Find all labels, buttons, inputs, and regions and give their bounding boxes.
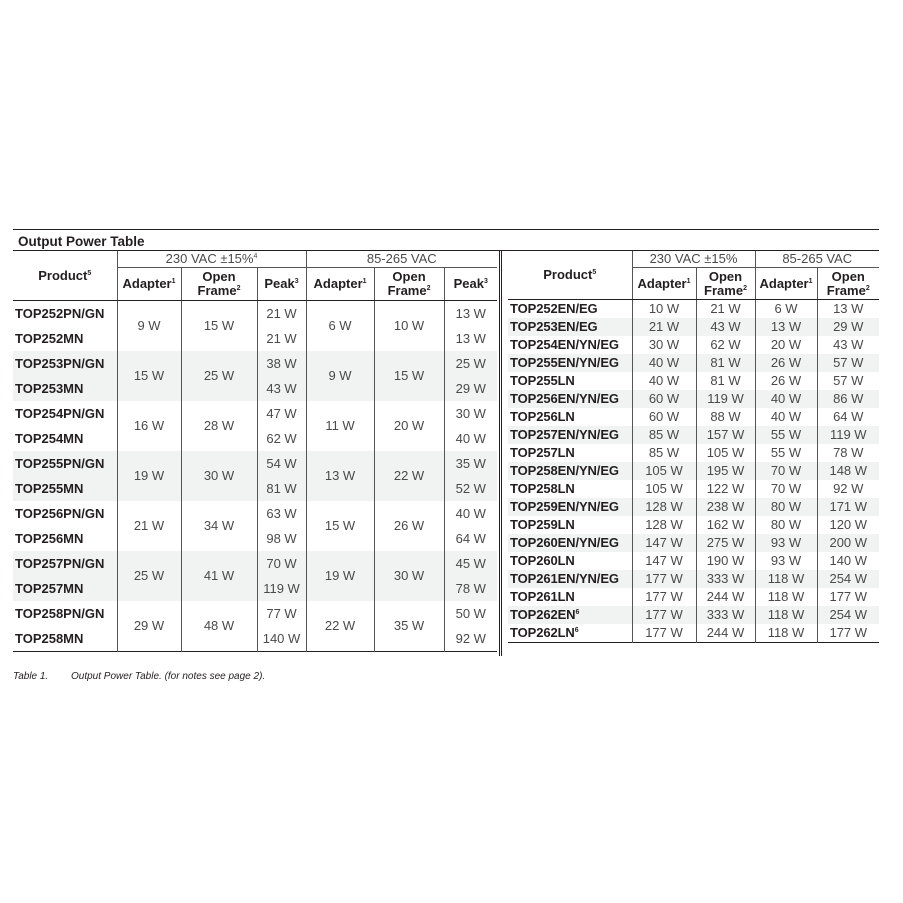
open-frame-universal-value: 78 W [817,444,879,462]
product-name: TOP255PN/GN [13,451,117,476]
product-label: TOP254EN/YN/EG [510,337,619,353]
open-frame-universal-value: 29 W [817,318,879,336]
adapter-universal-value: 93 W [755,534,817,552]
group-header-universal [306,251,497,268]
adapter-universal-value: 118 W [755,624,817,643]
peak-universal-value: 45 W [444,551,497,576]
product-name: TOP254PN/GN [15,405,105,421]
peak-230vac-value: 63 W [257,501,306,526]
adapter-universal-value: 11 W [306,401,374,451]
product-name [508,534,632,552]
adapter-230vac-value: 128 W [632,498,696,516]
table-row [508,588,879,606]
adapter-230vac-value: 147 W [632,534,696,552]
product-name: TOP256PN/GN [15,505,105,521]
product-label: TOP261EN/YN/EG [510,571,619,587]
adapter-230vac-value: 10 W [632,300,696,319]
table-row [508,336,879,354]
table-separator [499,251,502,656]
open-frame-230vac-value: 34 W [181,501,257,551]
table-row [508,516,879,534]
product-label: TOP262EN [510,607,576,623]
table-row [508,408,879,426]
open-frame-230vac-value: 275 W [696,534,755,552]
peak-universal-value: 78 W [444,576,497,601]
product-name: TOP255MN [13,476,117,501]
product-label: TOP252EN/EG [510,301,598,317]
open-frame-230vac-value: 119 W [696,390,755,408]
product-name [508,426,632,444]
adapter-universal-value: 9 W [306,351,374,401]
product-name: TOP258PN/GN [15,605,105,621]
adapter-230vac-value: 128 W [632,516,696,534]
adapter-header [632,268,696,300]
open-frame-universal-value: 177 W [817,624,879,643]
adapter-header-line1: Adapter [313,276,363,292]
adapter-universal-value: 22 W [306,601,374,652]
adapter-230vac-value: 15 W [117,351,181,401]
table-row [508,390,879,408]
open-frame-header [817,268,879,300]
table-row [508,534,879,552]
peak-230vac-value: 21 W [257,326,306,351]
product-name [508,318,632,336]
peak-230vac-value: 43 W [257,376,306,401]
open-frame-header-line2: Frame [387,283,427,298]
open-frame-230vac-value: 41 W [181,551,257,601]
peak-universal-value: 13 W [444,301,497,327]
open-frame-230vac-value: 238 W [696,498,755,516]
adapter-universal-value: 70 W [755,462,817,480]
open-frame-230vac-value: 43 W [696,318,755,336]
peak-universal-value: 92 W [444,626,497,652]
open-frame-header-line1: Open [708,268,743,284]
open-frame-header-note: 2 [236,285,241,292]
adapter-230vac-value: 105 W [632,462,696,480]
open-frame-230vac-value: 88 W [696,408,755,426]
product-label: TOP256EN/YN/EG [510,391,619,407]
product-label: TOP255EN/YN/EG [510,355,619,371]
adapter-header [755,268,817,300]
open-frame-230vac-value: 244 W [696,588,755,606]
open-frame-universal-value: 148 W [817,462,879,480]
table-title: Output Power Table [18,234,145,249]
product-name: TOP257PN/GN [13,551,117,576]
product-label: TOP260LN [510,553,575,569]
open-frame-header-line2: Frame [826,282,866,298]
product-label: TOP257EN/YN/EG [510,427,619,443]
open-frame-universal-value: 120 W [817,516,879,534]
product-name: TOP258MN [15,630,84,646]
product-name [508,408,632,426]
peak-230vac-value: 70 W [257,551,306,576]
open-frame-230vac-value: 15 W [181,301,257,352]
table-row [508,552,879,570]
peak-universal-value: 25 W [444,351,497,376]
table-row [13,501,497,526]
adapter-230vac-value: 177 W [632,588,696,606]
product-name [508,390,632,408]
open-frame-230vac-value: 30 W [181,451,257,501]
open-frame-header [181,268,257,301]
adapter-header-line1: Adapter [759,275,809,291]
adapter-230vac-value: 85 W [632,426,696,444]
product-header-note: 5 [592,269,597,277]
peak-230vac-value: 140 W [257,626,306,652]
open-frame-header [374,268,444,301]
table-row [13,301,497,327]
group-header-230vac: 230 VAC ±15% [632,251,755,268]
open-frame-230vac-value: 105 W [696,444,755,462]
open-frame-header-line2: Frame [704,282,744,298]
adapter-230vac-value: 177 W [632,570,696,588]
adapter-universal-value: 19 W [306,551,374,601]
adapter-230vac-value: 40 W [632,354,696,372]
adapter-universal-value: 55 W [755,444,817,462]
open-frame-header [696,268,755,300]
adapter-universal-value: 13 W [306,451,374,501]
open-frame-230vac-value: 122 W [696,480,755,498]
table-row [508,300,879,319]
open-frame-universal-value: 86 W [817,390,879,408]
open-frame-universal-value: 140 W [817,552,879,570]
product-label: TOP255LN [510,373,575,389]
peak-header [444,268,497,301]
adapter-universal-value: 26 W [755,372,817,390]
open-frame-universal-value: 35 W [374,601,444,652]
peak-universal-value: 29 W [444,376,497,401]
peak-header-line1: Peak [453,276,485,292]
peak-230vac-value: 77 W [257,601,306,626]
adapter-header [306,268,374,301]
adapter-universal-value: 13 W [755,318,817,336]
product-label: TOP258EN/YN/EG [510,463,619,479]
open-frame-230vac-value: 195 W [696,462,755,480]
open-frame-universal-value: 64 W [817,408,879,426]
product-label: TOP260EN/YN/EG [510,535,619,551]
peak-230vac-value: 119 W [257,576,306,601]
product-label: TOP261LN [510,589,575,605]
caption-label: Table 1. [13,671,49,682]
adapter-universal-value: 6 W [306,301,374,352]
adapter-universal-value: 6 W [755,300,817,319]
peak-230vac-value: 21 W [257,301,306,327]
adapter-230vac-value: 16 W [117,401,181,451]
open-frame-universal-value: 30 W [374,551,444,601]
peak-universal-value: 50 W [444,601,497,626]
open-frame-230vac-value: 48 W [181,601,257,652]
open-frame-230vac-value: 157 W [696,426,755,444]
open-frame-230vac-value: 333 W [696,570,755,588]
peak-universal-value: 40 W [444,426,497,451]
product-label: TOP257LN [510,445,575,461]
peak-header-line1: Peak [264,276,295,292]
document [13,229,879,682]
adapter-header-line1: Adapter [122,276,172,292]
adapter-230vac-value: 30 W [632,336,696,354]
adapter-230vac-value: 40 W [632,372,696,390]
adapter-230vac-value: 60 W [632,390,696,408]
table-row [13,401,497,426]
open-frame-230vac-value: 162 W [696,516,755,534]
open-frame-universal-value: 171 W [817,498,879,516]
open-frame-230vac-value: 21 W [696,300,755,319]
adapter-230vac-value: 19 W [117,451,181,501]
open-frame-230vac-value: 62 W [696,336,755,354]
adapter-universal-value: 80 W [755,516,817,534]
product-name: TOP252MN [15,330,84,346]
open-frame-universal-value: 119 W [817,426,879,444]
product-name [508,552,632,570]
product-label: TOP262LN [510,625,575,641]
adapter-universal-value: 93 W [755,552,817,570]
table-row [508,498,879,516]
product-name [508,354,632,372]
adapter-230vac-value: 29 W [117,601,181,652]
group-header-universal: 85-265 VAC [755,251,879,268]
open-frame-header-note: 2 [865,284,870,292]
peak-230vac-value: 38 W [257,351,306,376]
adapter-230vac-value: 9 W [117,301,181,352]
product-label: TOP256LN [510,409,575,425]
left-output-power-table [13,251,497,652]
open-frame-230vac-value: 28 W [181,401,257,451]
adapter-universal-value: 40 W [755,390,817,408]
table-row [508,480,879,498]
open-frame-header-note: 2 [426,285,431,292]
product-name [508,624,632,643]
product-header [13,251,117,301]
adapter-universal-value: 118 W [755,606,817,624]
product-label: TOP253EN/EG [510,319,598,335]
peak-230vac-value: 62 W [257,426,306,451]
caption-text: Output Power Table. (for notes see page 2). [71,671,266,682]
adapter-230vac-value: 85 W [632,444,696,462]
open-frame-universal-value: 254 W [817,570,879,588]
adapter-230vac-value: 21 W [632,318,696,336]
open-frame-header-note: 2 [743,284,747,292]
open-frame-universal-value: 15 W [374,351,444,401]
table-row [508,624,879,643]
table-row [13,601,497,626]
open-frame-universal-value: 254 W [817,606,879,624]
adapter-header-note: 1 [686,277,691,285]
table-row [508,462,879,480]
adapter-universal-value: 70 W [755,480,817,498]
open-frame-230vac-value: 333 W [696,606,755,624]
product-label: TOP258LN [510,481,575,497]
adapter-universal-value: 26 W [755,354,817,372]
peak-header-note: 3 [294,278,299,286]
adapter-universal-value: 15 W [306,501,374,551]
table-row [13,351,497,376]
group-header-230vac [117,251,306,268]
adapter-230vac-value: 147 W [632,552,696,570]
open-frame-230vac-value: 81 W [696,354,755,372]
product-name: TOP257MN [13,576,117,601]
product-label: TOP259LN [510,517,575,533]
open-frame-header-line1: Open [831,268,865,284]
open-frame-universal-value: 57 W [817,372,879,390]
table-row [508,318,879,336]
group-header-note: 4 [253,253,258,261]
peak-230vac-value: 98 W [257,526,306,551]
product-name: TOP256MN [15,530,84,546]
peak-universal-value: 40 W [444,501,497,526]
open-frame-universal-value: 43 W [817,336,879,354]
peak-230vac-value: 54 W [257,451,306,476]
product-name [508,516,632,534]
adapter-230vac-value: 177 W [632,624,696,643]
open-frame-universal-value: 57 W [817,354,879,372]
product-name [508,444,632,462]
product-header-label: Product [38,267,88,283]
product-header-label: Product [543,267,593,283]
product-name [508,498,632,516]
table-row [13,551,497,576]
table-row [508,372,879,390]
adapter-230vac-value: 105 W [632,480,696,498]
group-header-label: 85-265 VAC [366,251,437,267]
open-frame-universal-value: 200 W [817,534,879,552]
table-row [508,570,879,588]
product-header [508,251,632,300]
open-frame-universal-value: 177 W [817,588,879,606]
adapter-header [117,268,181,301]
product-header-note: 5 [87,269,92,277]
adapter-universal-value: 118 W [755,588,817,606]
product-name [508,336,632,354]
peak-universal-value: 13 W [444,326,497,351]
peak-header [257,268,306,301]
product-name: TOP253MN [13,376,117,401]
product-name [508,570,632,588]
open-frame-universal-value: 22 W [374,451,444,501]
open-frame-universal-value: 20 W [374,401,444,451]
right-output-power-table [508,251,879,643]
open-frame-230vac-value: 25 W [181,351,257,401]
open-frame-230vac-value: 244 W [696,624,755,643]
product-name: TOP254MN [15,430,84,446]
table-row [508,354,879,372]
adapter-universal-value: 20 W [755,336,817,354]
peak-universal-value: 64 W [444,526,497,551]
product-name [508,300,632,319]
table-caption [13,671,265,682]
open-frame-header-line1: Open [392,269,426,285]
open-frame-header-line2: Frame [197,283,237,298]
table-row [508,426,879,444]
peak-universal-value: 52 W [444,476,497,501]
product-name: TOP253PN/GN [13,351,117,376]
product-name [508,588,632,606]
product-name [508,462,632,480]
adapter-header-line1: Adapter [637,275,687,291]
adapter-header-note: 1 [171,278,176,286]
peak-230vac-value: 47 W [257,401,306,426]
adapter-header-note: 1 [362,278,367,286]
open-frame-universal-value: 13 W [817,300,879,319]
open-frame-universal-value: 26 W [374,501,444,551]
peak-230vac-value: 81 W [257,476,306,501]
adapter-230vac-value: 60 W [632,408,696,426]
open-frame-universal-value: 10 W [374,301,444,352]
open-frame-230vac-value: 81 W [696,372,755,390]
product-name: TOP252PN/GN [15,305,105,321]
open-frame-header-line1: Open [202,269,236,285]
product-name [508,606,632,624]
tables-area [13,250,879,656]
group-header-label: 230 VAC ±15% [165,251,254,267]
table-row [13,451,497,476]
product-name [508,372,632,390]
adapter-universal-value: 55 W [755,426,817,444]
product-label: TOP259EN/YN/EG [510,499,619,515]
peak-universal-value: 35 W [444,451,497,476]
product-name [508,480,632,498]
adapter-230vac-value: 25 W [117,551,181,601]
table-row [508,606,879,624]
peak-header-note: 3 [484,278,488,286]
adapter-universal-value: 80 W [755,498,817,516]
adapter-230vac-value: 177 W [632,606,696,624]
adapter-universal-value: 118 W [755,570,817,588]
open-frame-230vac-value: 190 W [696,552,755,570]
product-note: 6 [575,609,580,617]
open-frame-universal-value: 92 W [817,480,879,498]
product-note: 6 [574,627,579,635]
table-row [508,444,879,462]
adapter-universal-value: 40 W [755,408,817,426]
adapter-header-note: 1 [808,277,813,285]
adapter-230vac-value: 21 W [117,501,181,551]
peak-universal-value: 30 W [444,401,497,426]
